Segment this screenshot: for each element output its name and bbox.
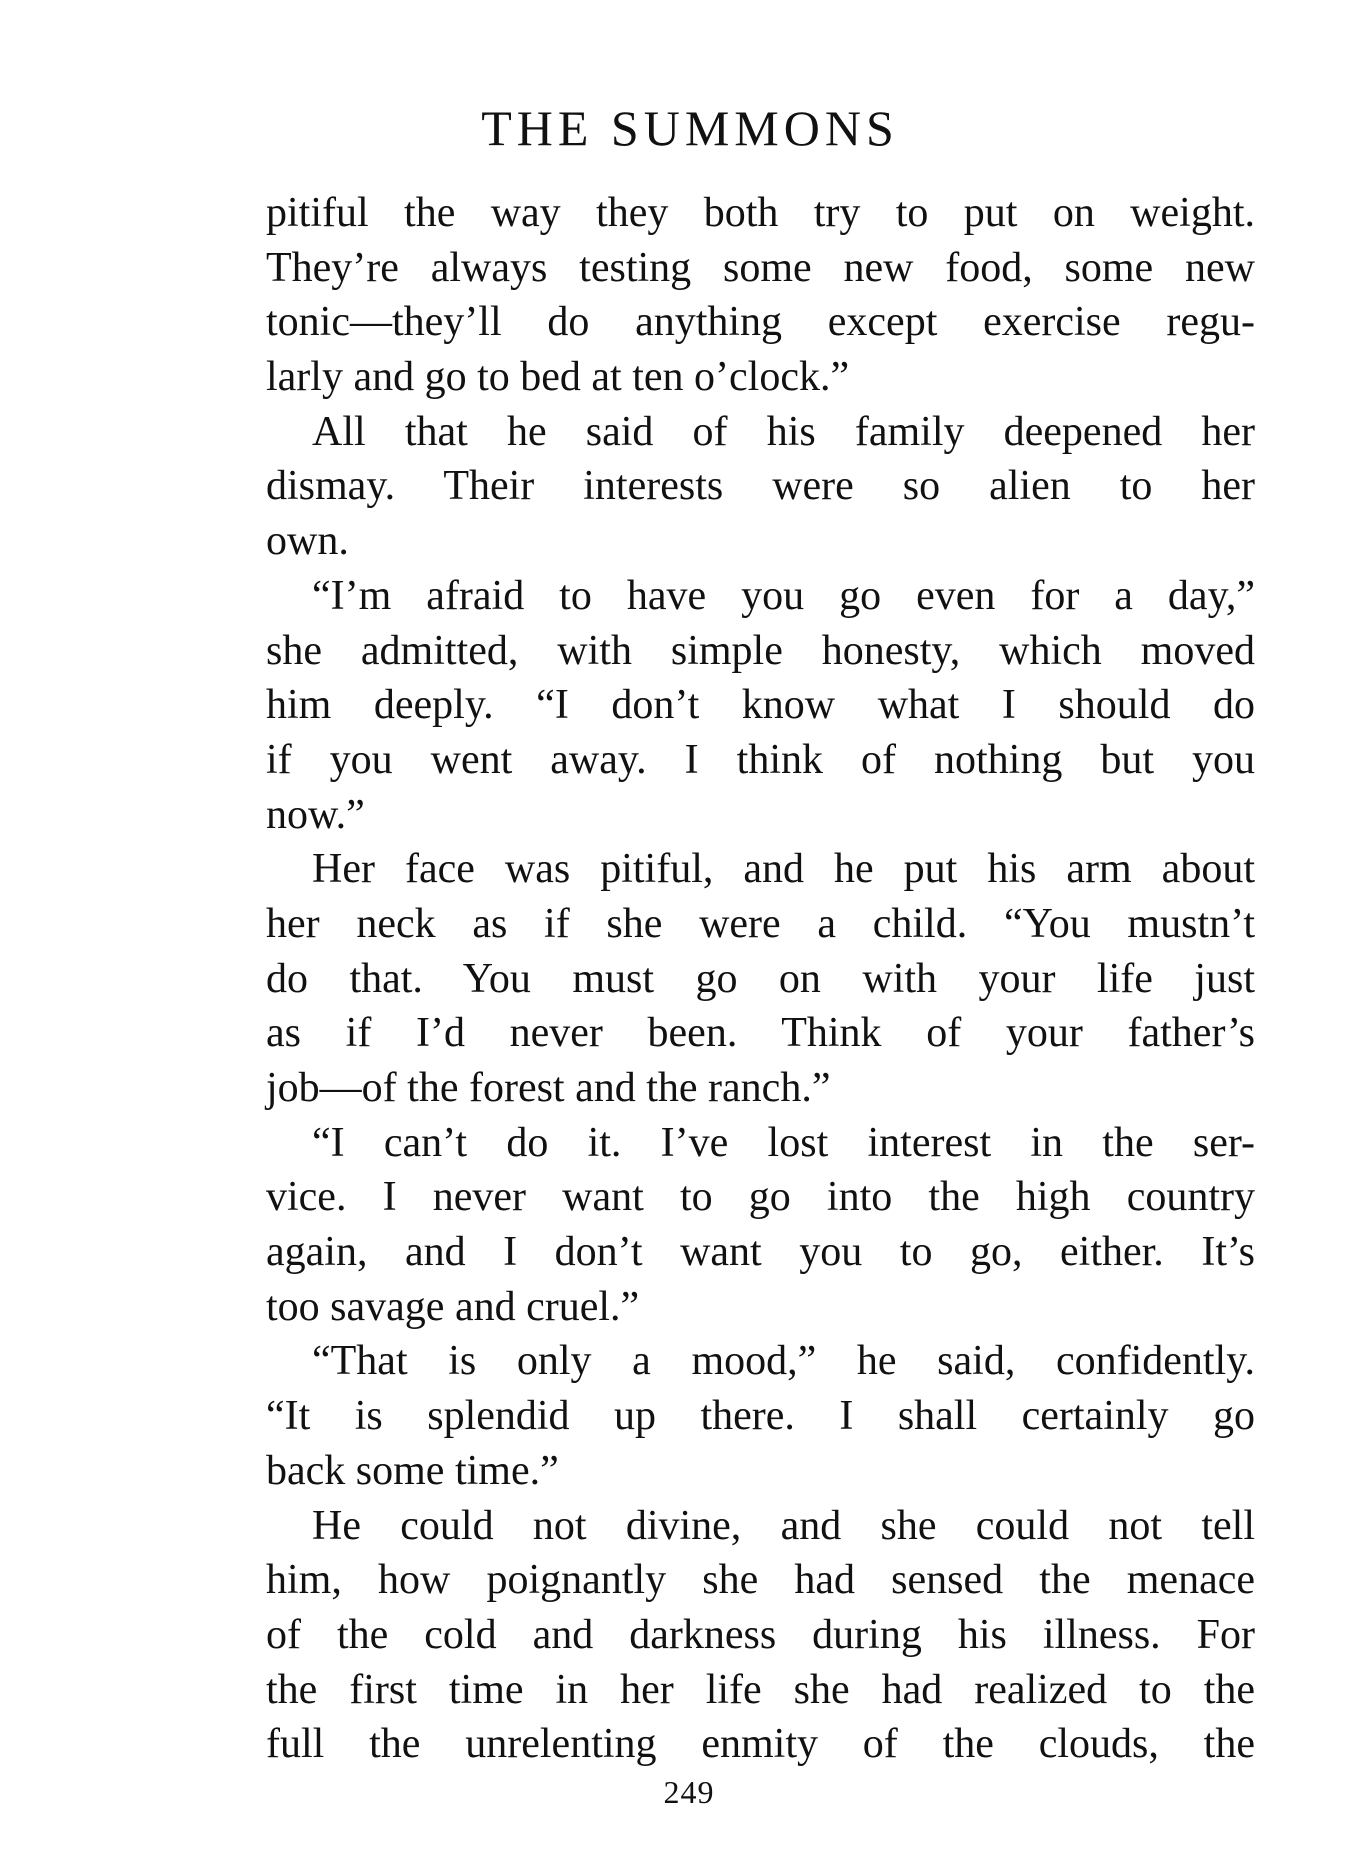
text-line: of the cold and darkness during his illness. For [266,1611,1255,1658]
text-line: “That is only a mood,” he said, confidently. [312,1338,1255,1385]
text-line: “I can’t do it. I’ve lost interest in the ser- [312,1119,1255,1166]
text-line: dismay. Their interests were so alien to her [266,463,1255,510]
text-line: vice. I never want to go into the high country [266,1174,1255,1221]
text-line: do that. You must go on with your life just [266,955,1255,1002]
text-line: back some time.” [266,1447,559,1494]
body-text [266,186,1255,1772]
text-line: All that he said of his family deepened her [312,408,1255,455]
text-line: tonic—they’ll do anything except exercise regu- [266,299,1255,346]
text-line: full the unrelenting enmity of the clouds, the [266,1721,1255,1768]
text-line: now.” [266,791,365,838]
text-line: They’re always testing some new food, some new [266,244,1255,291]
text-line: own. [266,518,349,565]
text-line: him, how poignantly she had sensed the menace [266,1557,1255,1604]
text-line: him deeply. “I don’t know what I should do [266,682,1255,729]
text-line: as if I’d never been. Think of your father’s [266,1010,1255,1057]
text-line: she admitted, with simple honesty, which moved [266,627,1255,674]
text-line: her neck as if she were a child. “You mustn’t [266,900,1255,947]
text-line: again, and I don’t want you to go, either. It’s [266,1229,1255,1276]
text-line: job—of the forest and the ranch.” [266,1065,831,1111]
text-line: “It is splendid up there. I shall certainly go [266,1393,1255,1440]
text-line: if you went away. I think of nothing but you [266,736,1255,783]
page-number: 249 [663,1774,715,1810]
text-line: larly and go to bed at ten o’clock.” [266,354,850,401]
text-line: the first time in her life she had realized to the [266,1666,1255,1713]
running-head-title: THE SUMMONS [481,100,899,156]
text-line: pitiful the way they both try to put on weight. [266,190,1255,236]
text-line: He could not divine, and she could not tell [312,1502,1255,1549]
text-line: Her face was pitiful, and he put his arm about [312,846,1255,893]
text-line: “I’m afraid to have you go even for a day,” [312,572,1255,619]
text-line: too savage and cruel.” [266,1283,640,1330]
